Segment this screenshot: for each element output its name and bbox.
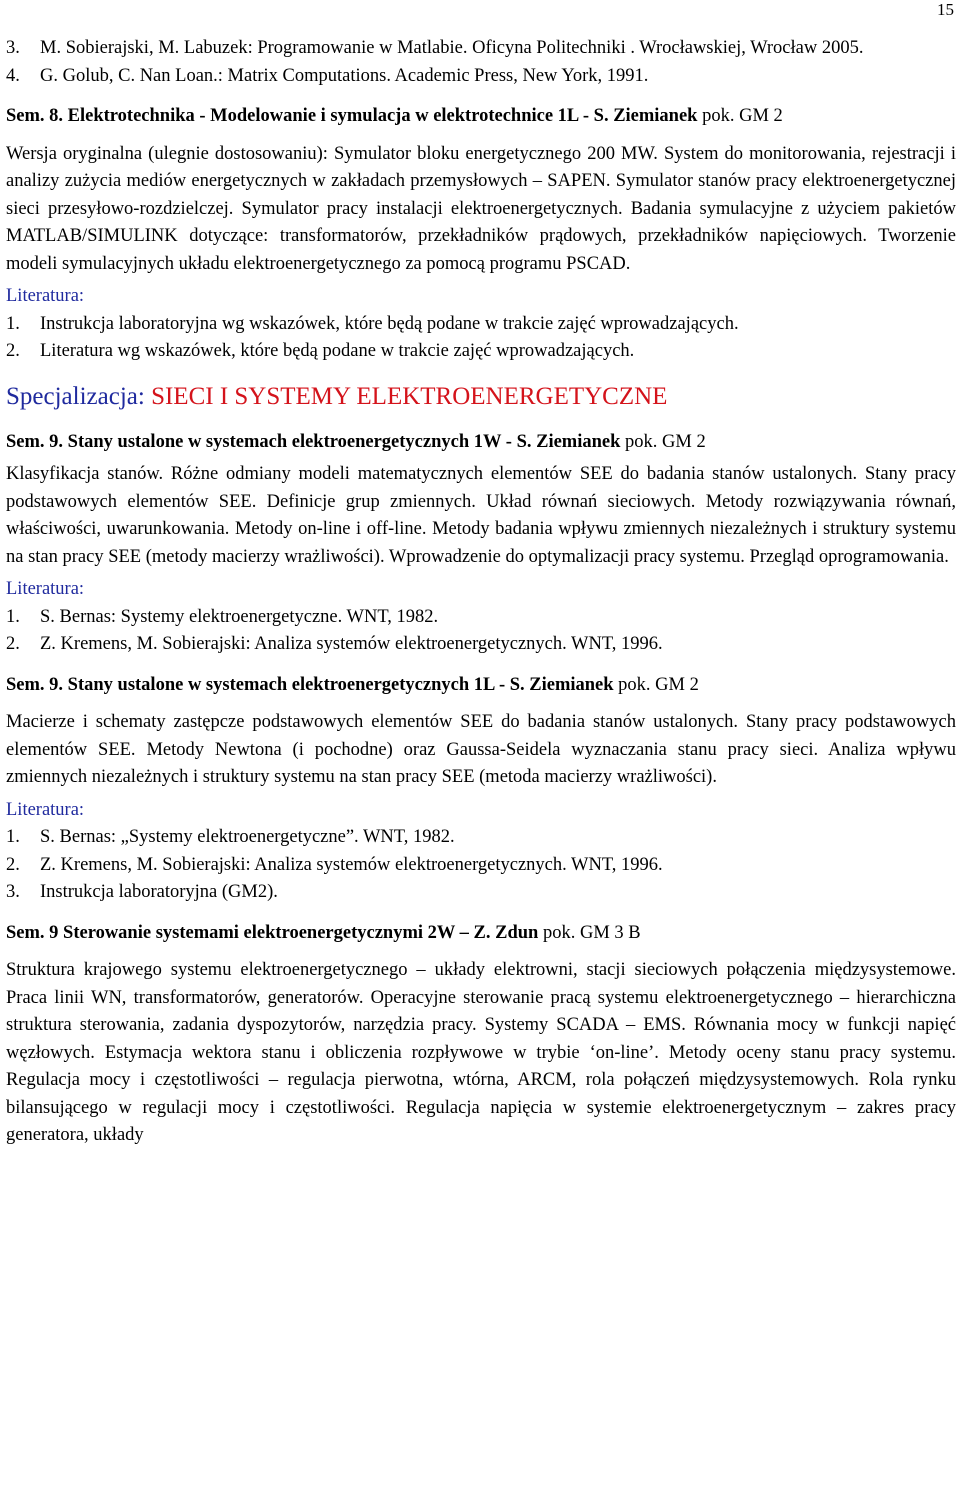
reference-item: [6, 311, 956, 339]
course-description: Wersja oryginalna (ulegnie dostosowaniu): Symulator bloku energetycznego 200 MW. System do monitorowania, rejestracji i analizy zużycia mediów energetycznych w zakładach przemysłowych – SAPEN. Symulator stanów pracy elektroenergetycznej sieci przesyłowo-rozdzielczej. Symulator pracy instalacji elektroenergetycznych. Badania symulacyjne z użyciem pakietów MATLAB/SIMULINK dotyczące: transformatorów, przekładników prądowych, przekładników napięciowych. Tworzenie modeli symulacyjnych układu elektroenergetycznego za pomocą programu PSCAD.: [6, 143, 956, 274]
specialization-heading: [6, 380, 956, 414]
reference-number: 1.: [6, 606, 20, 627]
reference-text: S. Bernas: „Systemy elektroenergetyczne”. WNT, 1982.: [40, 827, 455, 847]
reference-text: M. Sobierajski, M. Labuzek: Programowanie w Matlabie. Oficyna Politechniki . Wrocławskiej, Wrocław 2005.: [40, 38, 864, 58]
course-heading: [6, 672, 956, 700]
specialization-label: Specjalizacja:: [6, 382, 145, 410]
course-title: Sem. 9 Sterowanie systemami elektroenergetycznymi 2W – Z. Zdun: [6, 922, 539, 943]
course-room: pok. GM 2: [620, 431, 706, 452]
reference-number: 2.: [6, 634, 20, 654]
reference-number: 4.: [6, 65, 20, 86]
reference-number: 1.: [6, 313, 20, 334]
reference-number: 2.: [6, 854, 20, 875]
reference-item: [6, 35, 956, 63]
reference-number: 2.: [6, 341, 20, 361]
literature-label: Literatura:: [6, 579, 85, 599]
course-title: Sem. 8. Elektrotechnika - Modelowanie i symulacja w elektrotechnice 1L - S. Ziemianek: [6, 106, 698, 126]
reference-number: 3.: [6, 882, 20, 902]
course-heading: [6, 103, 956, 131]
reference-text: S. Bernas: Systemy elektroenergetyczne. WNT, 1982.: [40, 606, 439, 627]
page-number: 15: [937, 0, 954, 19]
course-title: Sem. 9. Stany ustalone w systemach elektroenergetycznych 1L - S. Ziemianek: [6, 674, 614, 695]
course-heading: [6, 920, 956, 948]
literature-label: Literatura:: [6, 286, 85, 306]
literature-label: Literatura:: [6, 799, 85, 820]
reference-text: Instrukcja laboratoryjna wg wskazówek, które będą podane w trakcie zajęć wprowadzających.: [40, 313, 739, 334]
reference-text: Literatura wg wskazówek, które będą podane w trakcie zajęć wprowadzających.: [40, 341, 635, 361]
reference-item: [6, 63, 956, 91]
course-description: Klasyfikacja stanów. Różne odmiany modeli matematycznych elementów SEE do badania stanów ustalonych. Stany pracy podstawowych elementów SEE. Definicje grup zmiennych. Układ równań sieciowych. Metody rozwiązywania równań, właściwości, uwarunkowania. Metody on-line i off-line. Metody badania wpływu zmiennych niezależnych i struktury systemu na stan pracy SEE (metody macierzy wrażliwości). Wprowadzenie do optymalizacji pracy systemu. Przegląd oprogramowania.: [6, 464, 956, 567]
course-description: Macierze i schematy zastępcze podstawowych elementów SEE do badania stanów ustalonych. Stany pracy podstawowych elementów SEE. Metody Newtona (i pochodne) oraz Gaussa-Seidela wyznaczania stanu pracy sieci. Analiza wpływu zmiennych niezależnych i struktury systemu na stan pracy SEE (metoda macierzy wrażliwości).: [6, 712, 956, 787]
specialization-name: SIECI I SYSTEMY ELEKTROENERGETYCZNE: [151, 382, 668, 410]
course-heading: [6, 429, 956, 457]
reference-item: [6, 879, 956, 907]
reference-text: Z. Kremens, M. Sobierajski: Analiza systemów elektroenergetycznych. WNT, 1996.: [40, 854, 663, 875]
page-content: [6, 35, 956, 1150]
course-title: Sem. 9. Stany ustalone w systemach elektroenergetycznych 1W - S. Ziemianek: [6, 431, 621, 452]
reference-text: Z. Kremens, M. Sobierajski: Analiza systemów elektroenergetycznych. WNT, 1996.: [40, 634, 663, 654]
reference-item: [6, 824, 956, 852]
reference-item: [6, 631, 956, 659]
course-room: pok. GM 3 B: [538, 922, 641, 943]
reference-text: Instrukcja laboratoryjna (GM2).: [40, 882, 278, 902]
reference-number: 1.: [6, 827, 20, 847]
reference-text: G. Golub, C. Nan Loan.: Matrix Computations. Academic Press, New York, 1991.: [40, 65, 649, 86]
course-room: pok. GM 2: [613, 674, 699, 695]
reference-item: [6, 852, 956, 880]
course-description: Struktura krajowego systemu elektroenergetycznego – układy elektrowni, stacji sieciowych połączenia międzysystemowe. Praca linii WN, transformatorów, generatorów. Operacyjne sterowanie pracą systemu elektroenergetycznego – hierarchiczna struktura sterowania, zadania dyspozytorów, narzędzia pracy. Systemy SCADA – EMS. Równania mocy w funkcji napięć węzłowych. Estymacja wektora stanu i obliczenia rozpływowe w trybie ‘on-line’. Metody oceny stanu pracy systemu. Regulacja mocy i częstotliwości – regulacja pierwotna, wtórna, ARCM, rola połączeń międzysystemowych. Rola rynku bilansującego w regulacji mocy i częstotliwości. Regulacja napięcia w systemie elektroenergetycznym – zakres pracy generatora, układy: [6, 960, 956, 1145]
reference-item: [6, 338, 956, 366]
reference-item: [6, 604, 956, 632]
course-room: pok. GM 2: [697, 106, 783, 126]
reference-number: 3.: [6, 38, 20, 58]
